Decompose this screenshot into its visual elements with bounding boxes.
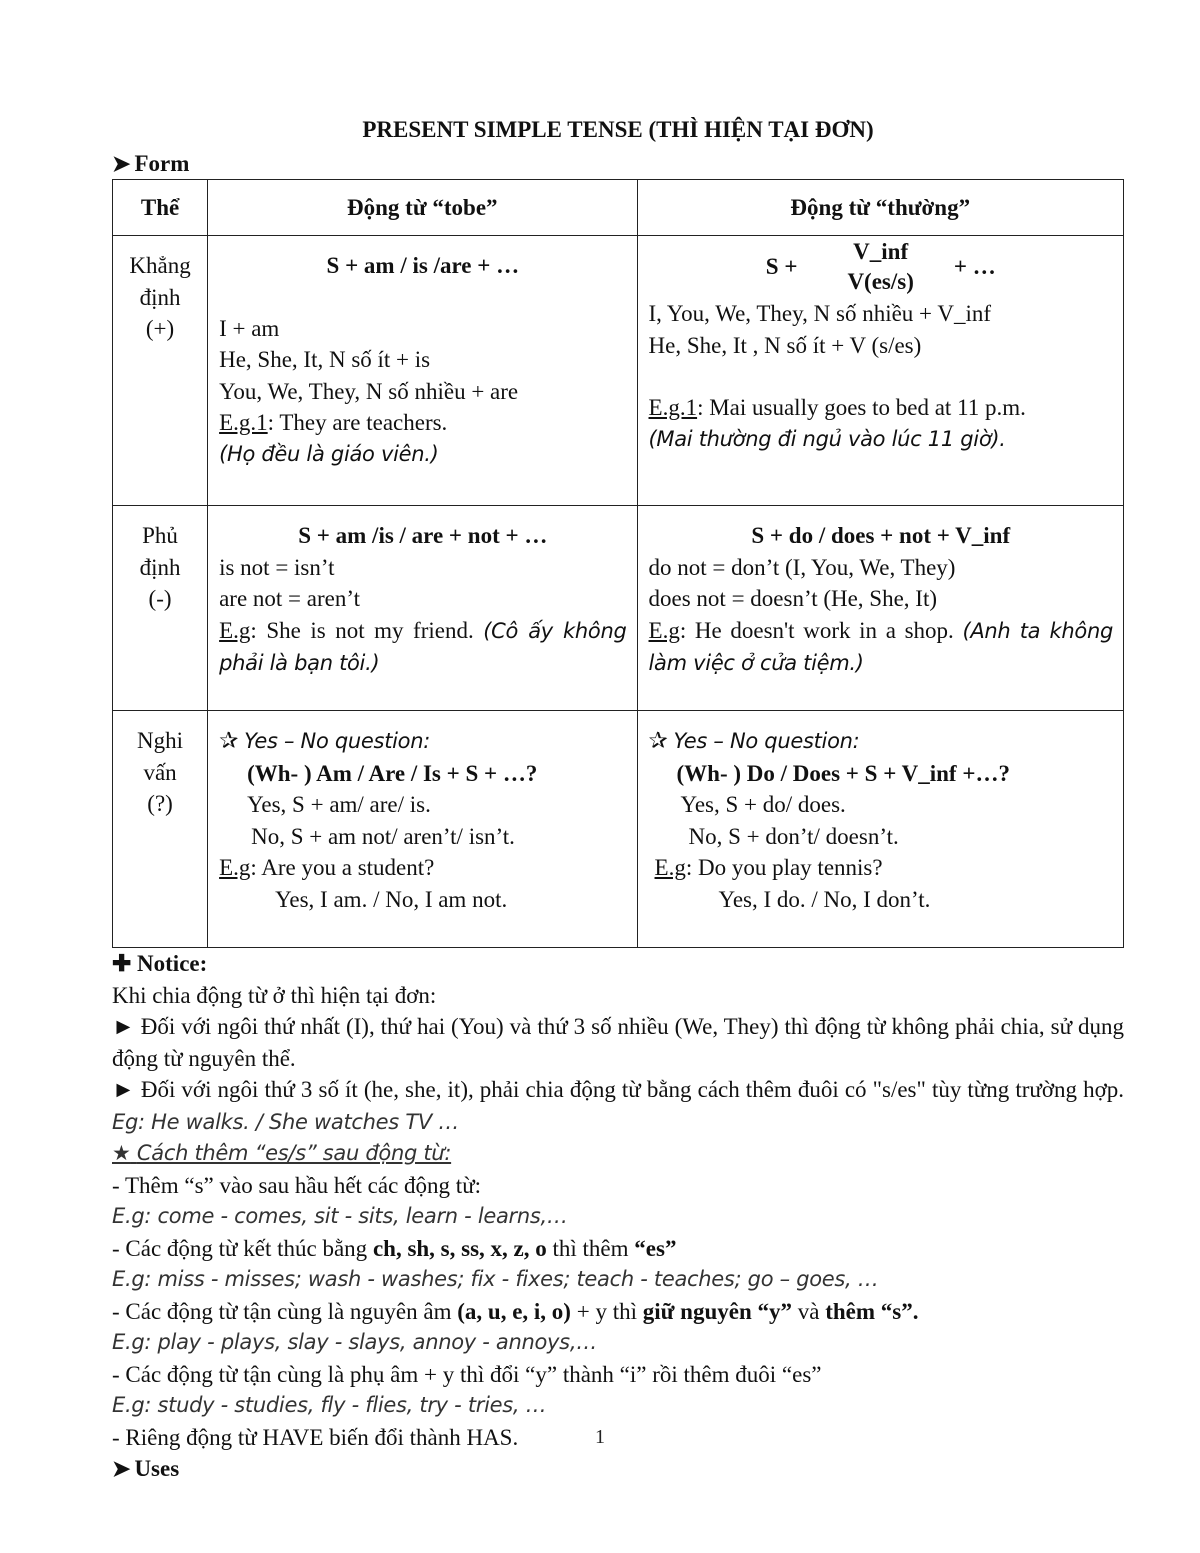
- affirmative-verb-formula: S + V_inf V(es/s) + …: [765, 239, 996, 294]
- affirmative-verb-example: E.g.1: Mai usually goes to bed at 11 p.m.: [648, 395, 1026, 420]
- list-item: I, You, We, They, N số nhiều + V_inf: [648, 301, 992, 326]
- affirmative-label: Khẳng định (+): [113, 236, 208, 506]
- star-icon: ★: [112, 1141, 131, 1165]
- negative-tobe-cell: [208, 506, 637, 711]
- page-number: 1: [595, 1426, 605, 1448]
- rules-heading: ★ Cách thêm “es/s” sau động từ:: [112, 1141, 452, 1165]
- question-tobe-cell: ✰ Yes – No question: (Wh- ) Am / Are / Is + S + …? Yes, S + am/ are/ is. No, S + am not/ aren’t/ isn’t. E.g: Are you a student? Yes, I am. / No, I am not.: [208, 711, 637, 948]
- negative-verb-formula: S + do / does + not + V_inf: [751, 523, 1011, 548]
- question-tobe-example: E.g: Are you a student?: [219, 855, 435, 880]
- header-tobe: Động từ “tobe”: [208, 180, 637, 236]
- list-item: do not = don’t (I, You, We, They): [648, 554, 956, 580]
- rule-3-example: E.g: play - plays, slay - slays, annoy - annoys,…: [112, 1330, 597, 1354]
- table-row-question: [113, 711, 1124, 948]
- form-heading-text: Form: [134, 151, 190, 176]
- notice-heading: ✚ Notice:: [112, 951, 208, 976]
- negative-label: Phủ định (-): [113, 506, 208, 711]
- tense-table: [112, 179, 1124, 948]
- arrowhead-bullet-icon: ➤: [112, 1456, 131, 1481]
- arrowhead-bullet-icon: ➤: [112, 151, 131, 176]
- question-verb-cell: ✰ Yes – No question: (Wh- ) Do / Does + S + V_inf +…? Yes, S + do/ does. No, S + don’t/ doesn’t. E.g: Do you play tennis? Yes, I do. / No, I don’t.: [637, 711, 1123, 948]
- rule-2-example: E.g: miss - misses; wash - washes; fix - fixes; teach - teaches; go – goes, …: [112, 1267, 879, 1291]
- question-label: Nghi vấn (?): [113, 711, 208, 948]
- table-row-affirmative: [113, 236, 1124, 506]
- notice-point-1: ► Đối với ngôi thứ nhất (I), thứ hai (You) và thứ 3 số nhiều (We, They) thì động từ không phải chia, sử dụng động từ nguyên thể.: [112, 1014, 1124, 1071]
- list-item: are not = aren’t: [219, 586, 360, 611]
- rule-3: - Các động từ tận cùng là nguyên âm (a, u, e, i, o) + y thì giữ nguyên “y” và thêm “s”.: [112, 1298, 919, 1324]
- list-item: You, We, They, N số nhiều + are: [219, 378, 519, 404]
- table-header-row: [113, 180, 1124, 236]
- list-item: does not = doesn’t (He, She, It): [648, 586, 938, 611]
- question-verb-example: E.g: Do you play tennis?: [654, 855, 883, 880]
- notice-section: [112, 948, 1124, 1453]
- rule-4-example: E.g: study - studies, fly - flies, try - tries, …: [112, 1393, 547, 1417]
- table-row-negative: [113, 506, 1124, 711]
- list-item: is not = isn’t: [219, 554, 335, 580]
- form-heading: [112, 148, 1124, 179]
- cross-bullet-icon: ✚: [112, 951, 132, 976]
- star-outline-icon: ✰: [219, 728, 239, 753]
- affirmative-verb-translation: (Mai thường đi ngủ vào lúc 11 giờ).: [648, 426, 1006, 451]
- negative-tobe-formula: S + am /is / are + not + …: [298, 523, 548, 548]
- list-item: He, She, It, N số ít + is: [219, 347, 431, 372]
- negative-verb-cell: [637, 506, 1123, 711]
- negative-tobe-example: E.g: She is not my friend. (Cô ấy không phải là bạn tôi.): [219, 617, 627, 675]
- rule-1: - Thêm “s” vào sau hầu hết các động từ:: [112, 1172, 482, 1198]
- affirmative-tobe-formula: S + am / is /are + …: [326, 253, 520, 278]
- rule-2: - Các động từ kết thúc bằng ch, sh, s, ss, x, z, o thì thêm “es”: [112, 1235, 677, 1261]
- affirmative-tobe-cell: [208, 236, 637, 506]
- rule-5: - Riêng động từ HAVE biến đổi thành HAS.: [112, 1424, 519, 1450]
- page-title: PRESENT SIMPLE TENSE (THÌ HIỆN TẠI ĐƠN): [362, 117, 874, 142]
- star-outline-icon: ✰: [648, 728, 668, 753]
- triangle-bullet-icon: ►: [112, 1077, 135, 1102]
- header-thuong: Động từ “thường”: [637, 180, 1123, 236]
- header-the: Thể: [113, 180, 208, 236]
- uses-heading: [112, 1453, 1124, 1484]
- notice-intro: Khi chia động từ ở thì hiện tại đơn:: [112, 982, 437, 1008]
- document-page: [112, 112, 1124, 1484]
- rule-4: - Các động từ tận cùng là phụ âm + y thì đổi “y” thành “i” rồi thêm đuôi “es”: [112, 1361, 822, 1387]
- list-item: I + am: [219, 315, 280, 341]
- list-item: He, She, It , N số ít + V (s/es): [648, 332, 922, 358]
- question-tobe-formula: (Wh- ) Am / Are / Is + S + …?: [247, 760, 538, 786]
- rule-1-example: E.g: come - comes, sit - sits, learn - learns,…: [112, 1204, 568, 1228]
- triangle-bullet-icon: ►: [112, 1014, 135, 1039]
- notice-point-2: ► Đối với ngôi thứ 3 số ít (he, she, it), phải chia động từ bằng cách thêm đuôi có "s/es" tùy từng trường hợp. Eg: He walks. / She watches TV …: [112, 1077, 1125, 1134]
- affirmative-tobe-example: E.g.1: They are teachers.: [219, 410, 448, 435]
- uses-heading-text: Uses: [134, 1456, 180, 1481]
- affirmative-tobe-translation: (Họ đều là giáo viên.): [219, 441, 439, 466]
- question-verb-formula: (Wh- ) Do / Does + S + V_inf +…?: [676, 760, 1010, 786]
- affirmative-verb-cell: [637, 236, 1123, 506]
- negative-verb-example: E.g: He doesn't work in a shop. (Anh ta không làm việc ở cửa tiệm.): [648, 617, 1113, 675]
